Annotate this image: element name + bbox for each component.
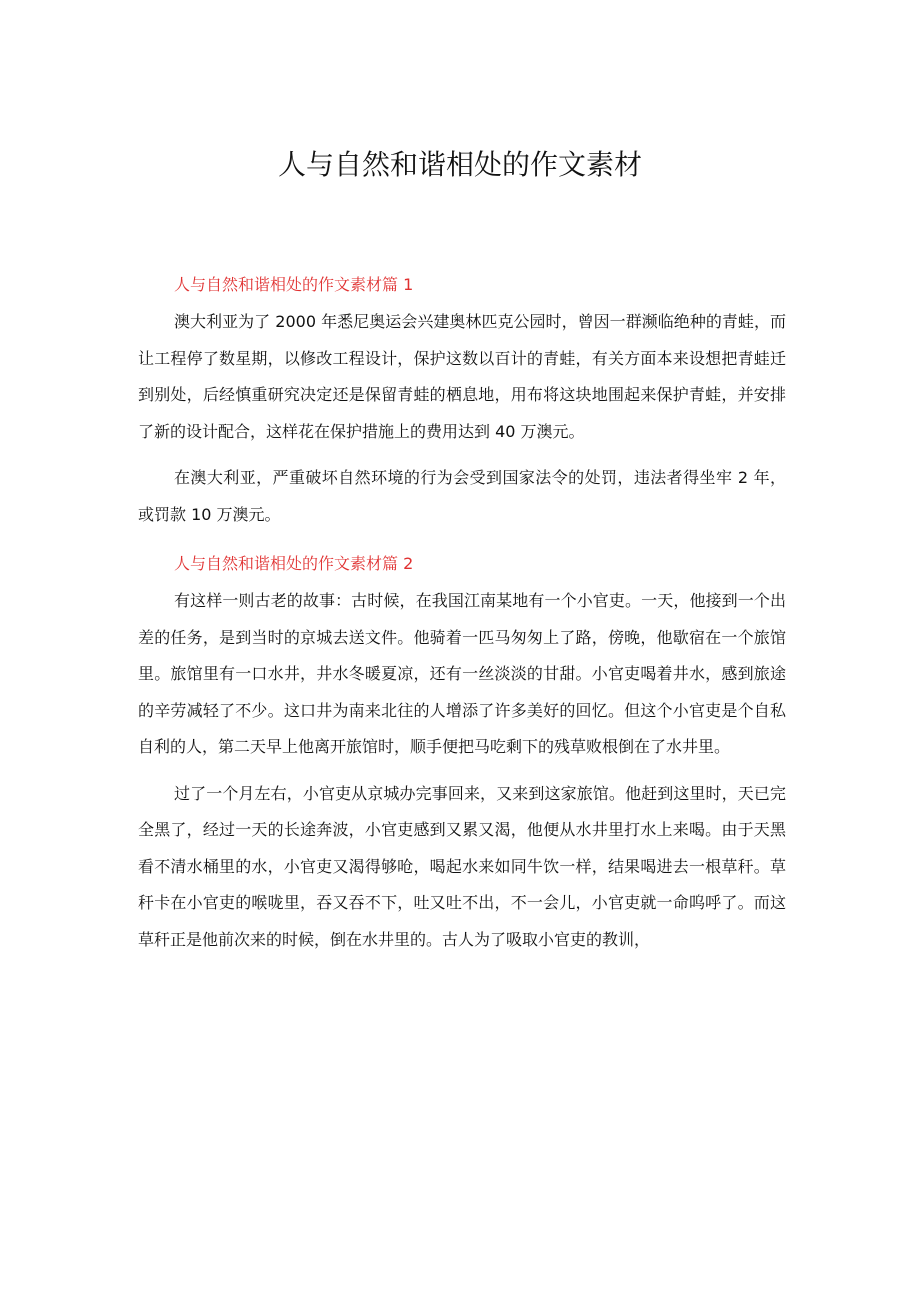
paragraph: 在澳大利亚，严重破坏自然环境的行为会受到国家法令的处罚，违法者得坐牢 2 年，或罚款 10 万澳元。 (138, 468, 786, 524)
paragraph: 过了一个月左右，小官吏从京城办完事回来，又来到这家旅馆。他赶到这里时，天已完全黑了，经过一天的长途奔波，小官吏感到又累又渴，他便从水井里打水上来喝。由于天黑看不清水桶里的水，小官吏又渴得够呛，喝起水来如同牛饮一样，结果喝进去一根草秆。草秆卡在小官吏的喉咙里，吞又吞不下，吐又吐不出，不一会儿，小官吏就一命呜呼了。而这草秆正是他前次来的时候，倒在水井里的。古人为了吸取小官吏的教训， (138, 783, 786, 949)
section-heading: 人与自然和谐相处的作文素材篇 2 (174, 554, 414, 573)
document-body (138, 268, 786, 958)
section-2 (138, 547, 786, 958)
paragraph: 有这样一则古老的故事：古时候，在我国江南某地有一个小官吏。一天，他接到一个出差的任务，是到当时的京城去送文件。他骑着一匹马匆匆上了路，傍晚，他歇宿在一个旅馆里。旅馆里有一口水井，井水冬暖夏凉，还有一丝淡淡的甘甜。小官吏喝着井水，感到旅途的辛劳减轻了不少。这口井为南来北往的人增添了许多美好的回忆。但这个小官吏是个自私自利的人，第二天早上他离开旅馆时，顺手便把马吃剩下的残草败根倒在了水井里。 (138, 591, 786, 756)
section-1 (138, 268, 786, 533)
page-title: 人与自然和谐相处的作文素材 (277, 148, 642, 181)
paragraph: 澳大利亚为了 2000 年悉尼奥运会兴建奥林匹克公园时，曾因一群濒临绝种的青蛙，而让工程停了数星期，以修改工程设计，保护这数以百计的青蛙，有关方面本来设想把青蛙迁到别处，后经慎重研究决定还是保留青蛙的栖息地，用布将这块地围起来保护青蛙，并安排了新的设计配合，这样花在保护措施上的费用达到 40 万澳元。 (138, 312, 786, 441)
section-heading: 人与自然和谐相处的作文素材篇 1 (174, 275, 414, 294)
